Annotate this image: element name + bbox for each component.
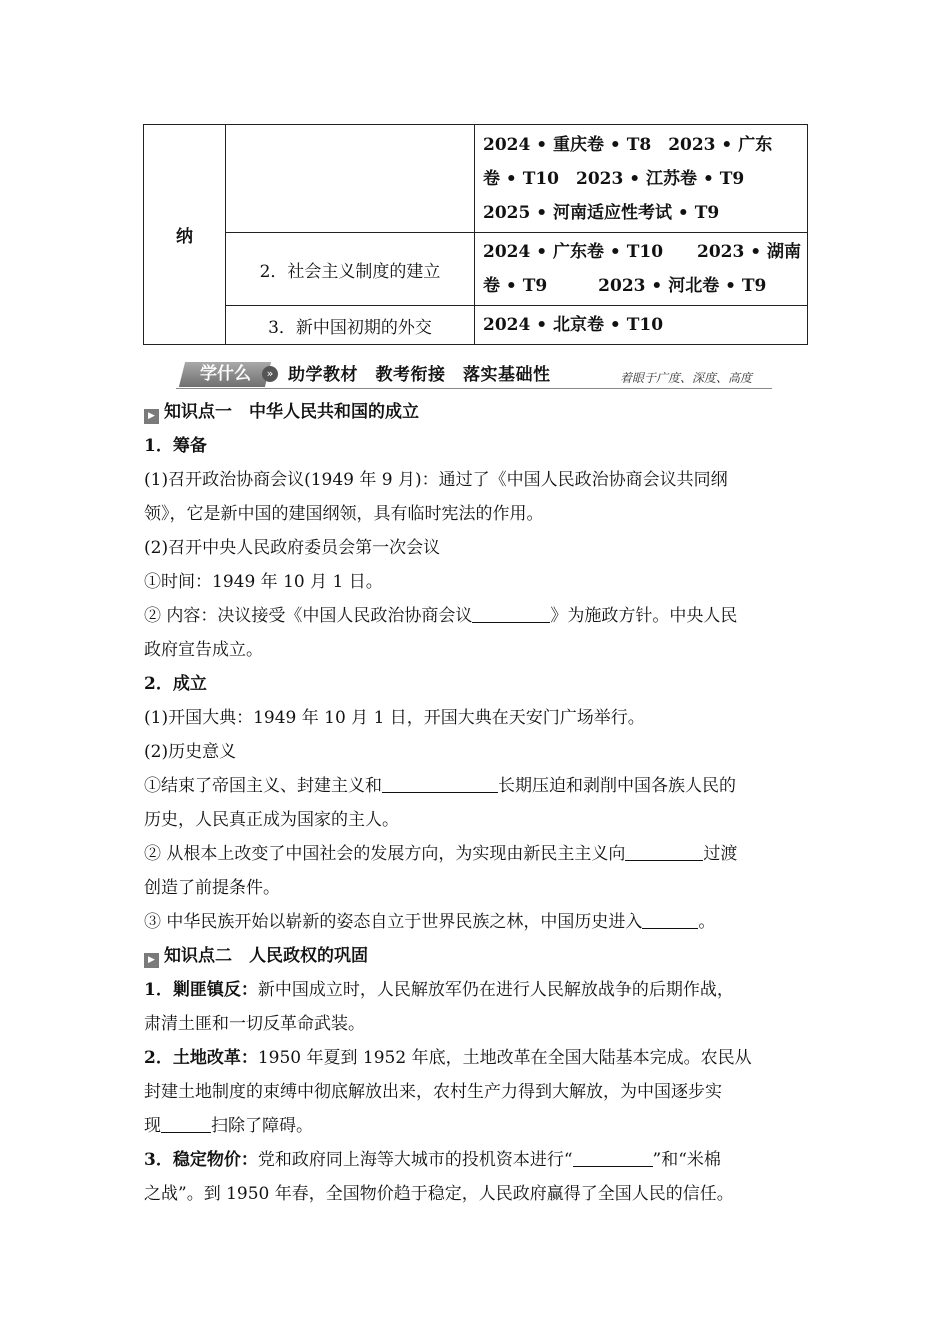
paragraph: ①时间：1949 年 10 月 1 日。 — [144, 572, 383, 592]
banner-tag: 学什么 — [179, 362, 271, 387]
banner-slogan: 助学教材 教考衔接 落实基础性 — [288, 365, 551, 385]
paragraph: 封建土地制度的束缚中彻底解放出来，农村生产力得到大解放，为中国逐步实 — [144, 1082, 722, 1102]
reference-line: 2024 • 重庆卷 • T8 2023 • 广东 — [483, 134, 773, 155]
reference-line: 2024 • 北京卷 • T10 — [483, 315, 664, 335]
paragraph: ② 内容：决议接受《中国人民政治协商会议 》为施政方针。中央人民 — [144, 599, 808, 633]
banner-divider — [176, 388, 772, 389]
table-reference-cell — [475, 306, 808, 345]
table-category-cell: 纳 — [144, 125, 226, 345]
play-triangle-icon: ▶ — [144, 409, 159, 424]
paragraph: 领》，它是新中国的建国纲领，具有临时宪法的作用。 — [144, 504, 544, 524]
reference-line: 2024 • 广东卷 • T10 2023 • 湖南 — [483, 242, 802, 262]
play-triangle-icon: ▶ — [144, 953, 159, 968]
paragraph: 肃清土匪和一切反革命武装。 — [144, 1014, 365, 1034]
paragraph: ③ 中华民族开始以崭新的姿态自立于世界民族之林，中国历史进入 。 — [144, 905, 808, 939]
section-banner — [176, 360, 776, 392]
fill-blank[interactable] — [472, 600, 550, 623]
paragraph: 现 扫除了障碍。 — [144, 1109, 808, 1143]
banner-motto: 着眼于广度、深度、高度 — [620, 371, 753, 385]
table-reference-cell — [475, 125, 808, 233]
paragraph: 政府宣告成立。 — [144, 640, 263, 660]
exam-reference-table — [143, 124, 808, 345]
fill-blank[interactable] — [625, 838, 703, 861]
double-chevron-icon: » — [262, 366, 278, 382]
table-reference-cell — [475, 233, 808, 306]
reference-line: 2025 • 河南适应性考试 • T9 — [483, 202, 720, 223]
paragraph: 历史，人民真正成为国家的主人。 — [144, 810, 399, 830]
paragraph: 3．稳定物价：党和政府同上海等大城市的投机资本进行“ ”和“米棉 — [144, 1143, 808, 1177]
main-content — [144, 395, 808, 1211]
paragraph: ② 从根本上改变了中国社会的发展方向，为实现由新民主主义向 过渡 — [144, 837, 808, 871]
reference-line: 卷 • T9 2023 • 河北卷 • T9 — [483, 276, 767, 296]
table-topic-cell: 3．新中国初期的外交 — [226, 306, 475, 345]
fill-blank[interactable] — [573, 1144, 653, 1167]
fill-blank[interactable] — [161, 1110, 211, 1133]
table-topic-cell: 2．社会主义制度的建立 — [226, 233, 475, 306]
table-topic-cell — [226, 125, 475, 233]
paragraph: 2．土地改革：1950 年夏到 1952 年底，土地改革在全国大陆基本完成。农民从 — [144, 1048, 752, 1068]
paragraph: 创造了前提条件。 — [144, 878, 280, 898]
paragraph: ①结束了帝国主义、封建主义和 长期压迫和剥削中国各族人民的 — [144, 769, 808, 803]
fill-blank[interactable] — [642, 906, 698, 929]
paragraph: (1)召开政治协商会议(1949 年 9 月)：通过了《中国人民政治协商会议共同纲 — [144, 470, 728, 490]
subsection-heading: 2．成立 — [144, 674, 207, 694]
paragraph: 之战”。到 1950 年春，全国物价趋于稳定，人民政府赢得了全国人民的信任。 — [144, 1184, 734, 1204]
subsection-heading: 1．筹备 — [144, 436, 207, 456]
fill-blank[interactable] — [382, 770, 498, 793]
knowledge-point-heading: ▶ 知识点一 中华人民共和国的成立 — [144, 395, 808, 429]
paragraph: (2)历史意义 — [144, 742, 237, 762]
knowledge-point-heading: ▶ 知识点二 人民政权的巩固 — [144, 939, 808, 973]
reference-line: 卷 • T10 2023 • 江苏卷 • T9 — [483, 168, 745, 189]
paragraph: 1．剿匪镇反：新中国成立时，人民解放军仍在进行人民解放战争的后期作战， — [144, 980, 734, 1000]
paragraph: (2)召开中央人民政府委员会第一次会议 — [144, 538, 441, 558]
paragraph: (1)开国大典：1949 年 10 月 1 日，开国大典在天安门广场举行。 — [144, 708, 645, 728]
